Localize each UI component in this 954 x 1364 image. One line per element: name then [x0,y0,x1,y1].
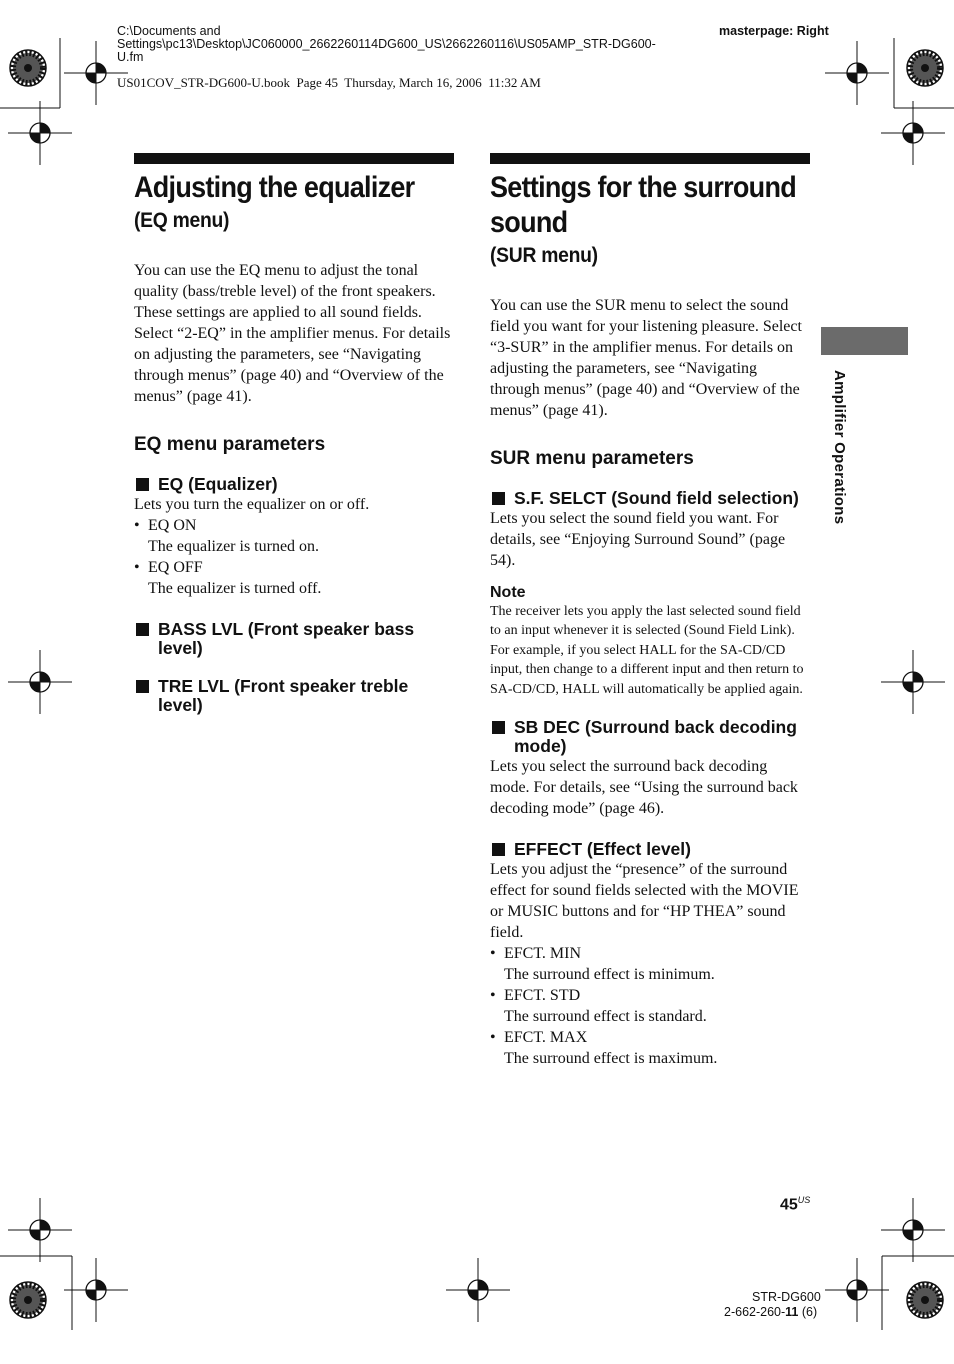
param-label: EFFECT (Effect level) [514,839,691,860]
param-effect [490,840,810,859]
list-item: • EQ ON [134,517,197,534]
square-bullet-icon [492,492,505,505]
section-rule [490,153,810,164]
params-heading: EQ menu parameters [134,434,326,455]
equalizer-section [134,153,454,715]
param-sb-dec [490,718,810,756]
list-item: • EFCT. STD [490,987,581,1005]
section-subtitle: (SUR menu) [490,244,598,267]
param-label: S.F. SELCT (Sound field selection) [514,488,799,508]
intro-paragraph: You can use the SUR menu to select the sound field you want for your listening pleasure. Select “3-SUR” in the amplifier menus. For details on adjusting the parameters, see “Navigating through menus” (page 40) and “Overview of the menus” (page 41). [490,297,802,419]
param-label: BASS LVL (Front speaker bass level) [158,619,415,658]
intro-paragraph: You can use the EQ menu to adjust the tonal quality (bass/treble level) of the front speakers. These settings are applied to all sound fields. Select “2-EQ” in the amplifier menus. For details on adjusting the parameters, see “Navigating through menus” (page 40) and “Overview of the menus” (page 41). [134,262,451,405]
list-item-desc: The surround effect is minimum. [504,966,715,984]
chapter-side-label: Amplifier Operations [831,370,848,525]
model-name: STR-DG600 [752,1290,821,1304]
param-tre-lvl [134,677,454,715]
square-bullet-icon [136,623,149,636]
section-rule [134,153,454,164]
params-heading: SUR menu parameters [490,448,694,469]
square-bullet-icon [136,478,149,491]
page-title: Settings for the surround sound [490,171,797,239]
square-bullet-icon [492,843,505,856]
section-subtitle: (EQ menu) [134,209,230,232]
list-item: • EFCT. MIN [490,945,582,963]
square-bullet-icon [136,680,149,693]
masterpage-label: masterpage: Right [719,24,829,38]
note-text: The receiver lets you apply the last selected sound field to an input whenever it is selected (Sound Field Link). For example, if you select HALL for the SA-CD/CD input, then change to a different input and then return to SA-CD/CD, HALL will automatically be applied again. [490,604,804,697]
page-title: Adjusting the equalizer [134,171,415,204]
param-label: SB DEC (Surround back decoding mode) [514,717,797,757]
file-path-line: U.fm [117,50,144,64]
page-number: $45^{US}$ [780,1195,811,1214]
list-item-desc: The surround effect is standard. [504,1008,707,1026]
param-desc: Lets you select the surround back decoding mode. For details, see “Using the surround back decoding mode” (page 46). [490,758,798,818]
param-desc: Lets you turn the equalizer on or off. [134,496,370,513]
list-item-desc: The surround effect is maximum. [504,1050,718,1068]
param-eq-body [134,494,454,599]
file-path-line: C:\Documents and [117,24,221,38]
surround-section [490,153,810,1069]
param-label: TRE LVL (Front speaker treble level) [158,676,409,715]
list-item-desc: The equalizer is turned on. [148,538,320,555]
chapter-tab [821,327,908,355]
part-code: 2-662-260-11 (6) [724,1305,818,1319]
param-label: EQ (Equalizer) [158,474,278,494]
note-heading: Note [490,584,526,601]
param-eq [134,475,454,494]
list-item-desc: The equalizer is turned off. [148,580,322,597]
param-bass-lvl [134,620,454,658]
param-desc: Lets you adjust the “presence” of the surround effect for sound fields selected with the MOVIE or MUSIC buttons and for “HP THEA” sound field. [490,861,799,942]
param-desc: Lets you select the sound field you want. For details, see “Enjoying Surround Sound” (page 54). [490,510,786,569]
file-path [117,25,656,64]
param-effect-body [490,859,810,1069]
list-item: • EQ OFF [134,559,203,576]
param-sf-selct [490,489,810,508]
file-path-line: Settings\pc13\Desktop\JC060000_2662260114DG600_US\2662260116\US05AMP_STR-DG600- [117,37,656,51]
book-info-line: US01COV_STR-DG600-U.book Page 45 Thursday, March 16, 2006 11:32 AM [117,75,541,90]
square-bullet-icon [492,721,505,734]
list-item: • EFCT. MAX [490,1029,588,1047]
